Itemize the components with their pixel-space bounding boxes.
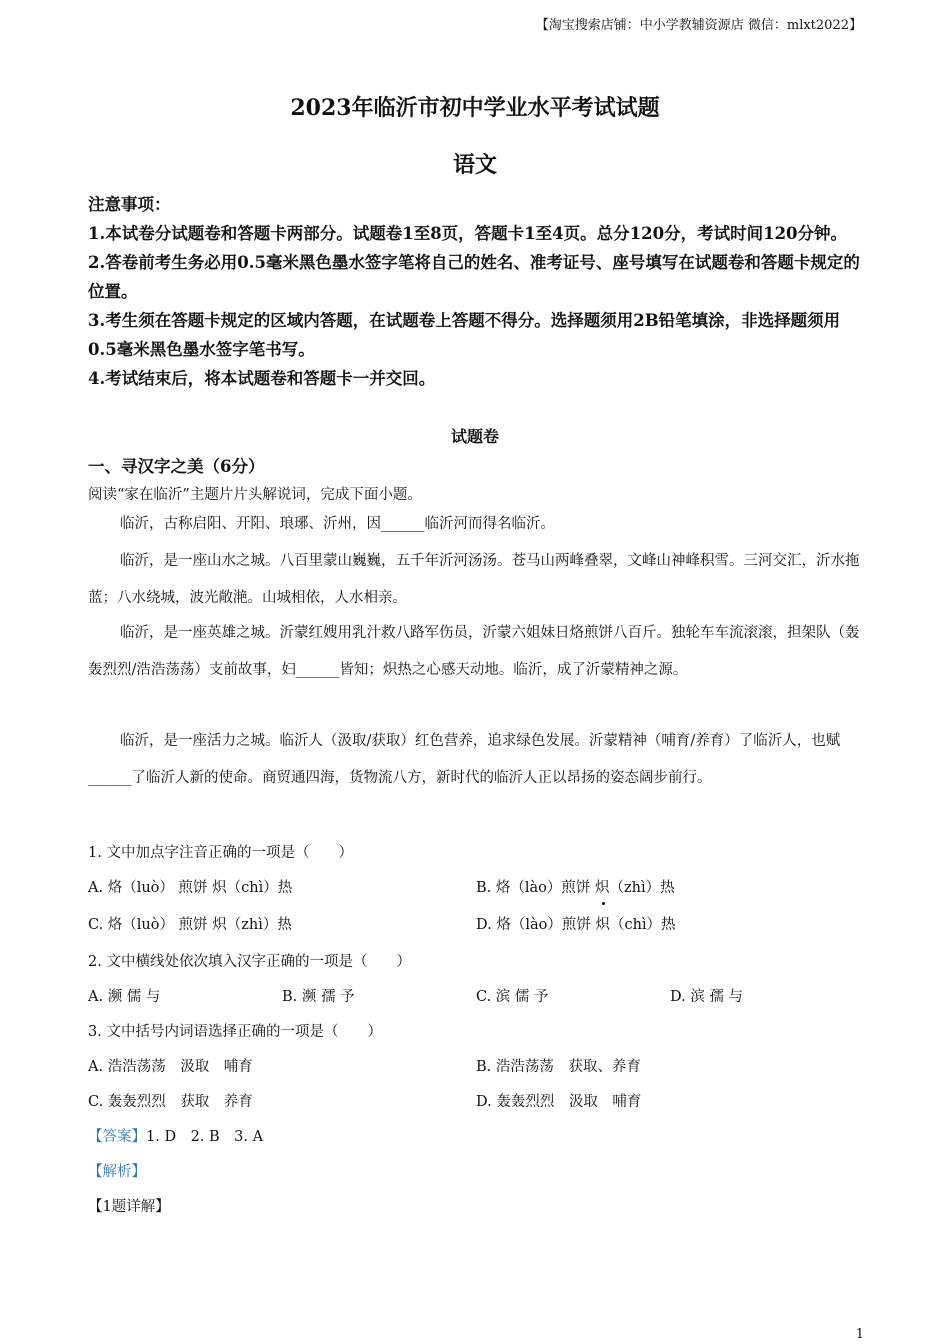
detail-label: 【1题详解】 — [88, 1199, 170, 1215]
notice-item-1: 1.本试卷分试题卷和答题卡两部分。试题卷1至8页，答题卡1至4页。总分120分，考试时间120分钟。 — [88, 224, 848, 243]
passage-paragraph-2: 临沂，是一座山水之城。八百里蒙山巍巍，五千年沂河汤汤。苍马山两峰叠翠，文峰山神峰积雪。三河交汇，沂水拖蓝；八水绕城，波光敞滟。山城相依，人水相亲。 — [88, 553, 860, 606]
question-1-option-c: C. 烙（luò） 煎饼 炽（zhì）热 — [88, 917, 292, 933]
question-3-option-b: B. 浩浩荡荡 获取、养育 — [476, 1059, 641, 1075]
analysis-label: 【解析】 — [88, 1164, 146, 1180]
question-1-option-a: A. 烙（luò） 煎饼 炽（chì）热 — [88, 880, 293, 896]
passage-paragraph-4: 临沂，是一座活力之城。临沂人（汲取/获取）红色营养，追求绿色发展。沂蒙精神（哺育/养育）了临沂人，也赋______了临沂人新的使命。商贸通四海，货物流八方，新时代的临沂人正以昂扬的姿态阔步前行。 — [88, 733, 841, 786]
section-instruction: 阅读“家在临沂”主题片片头解说词，完成下面小题。 — [88, 487, 422, 503]
question-2-option-c: C. 滨 儒 予 — [476, 989, 549, 1005]
header-note: 【淘宝搜索店铺：中小学教辅资源店 微信：mlxt2022】 — [535, 18, 862, 33]
page-number: 1 — [855, 1327, 864, 1342]
emphasis-dot — [602, 902, 605, 905]
question-3-option-d: D. 轰轰烈烈 汲取 哺育 — [476, 1094, 642, 1110]
paper-label: 试题卷 — [450, 427, 499, 446]
question-3-option-c: C. 轰轰烈烈 获取 养育 — [88, 1094, 253, 1110]
question-2-option-a: A. 濒 儒 与 — [88, 989, 161, 1005]
notice-item-2: 2.答卷前考生务必用0.5毫米黑色墨水签字笔将自己的姓名、准考证号、座号填写在试题卷和答题卡规定的位置。 — [88, 253, 860, 301]
answer-label: 【答案】 — [88, 1129, 146, 1145]
exam-title: 2023年临沂市初中学业水平考试试题 — [290, 95, 660, 121]
question-1-option-b: B. 烙（lào）煎饼 炽（zhì）热 — [476, 880, 675, 896]
subject-title: 语文 — [452, 152, 497, 178]
answer-line — [88, 1125, 263, 1146]
question-2-option-d: D. 滨 孺 与 — [670, 989, 744, 1005]
question-3-stem: 3. 文中括号内词语选择正确的一项是（ ） — [88, 1024, 382, 1040]
notice-heading: 注意事项： — [88, 195, 171, 214]
notice-item-3: 3.考生须在答题卡规定的区域内答题，在试题卷上答题不得分。选择题须用2B铅笔填涂，非选择题须用0.5毫米黑色墨水签字笔书写。 — [88, 311, 841, 359]
passage-paragraph-1: 临沂，古称启阳、开阳、琅琊、沂州，因______临沂河而得名临沂。 — [120, 516, 555, 532]
question-3-option-a: A. 浩浩荡荡 汲取 哺育 — [88, 1059, 253, 1075]
question-1-option-d: D. 烙（lào）煎饼 炽（chì）热 — [476, 917, 676, 933]
notice-item-4: 4.考试结束后，将本试题卷和答题卡一并交回。 — [88, 369, 436, 388]
question-2-stem: 2. 文中横线处依次填入汉字正确的一项是（ ） — [88, 954, 411, 970]
notice-block — [88, 190, 868, 393]
question-2-option-b: B. 濒 孺 予 — [282, 989, 355, 1005]
passage-paragraph-3: 临沂，是一座英雄之城。沂蒙红嫂用乳汁救八路军伤员，沂蒙六姐妹日烙煎饼八百斤。独轮车车流滚滚，担架队（轰轰烈烈/浩浩荡荡）支前故事，妇______皆知；炽热之心感天动地。临沂，成了沂蒙精神之源。 — [88, 625, 860, 678]
section-title: 一、寻汉字之美（6分） — [88, 457, 265, 476]
question-1-stem: 1. 文中加点字注音正确的一项是（ ） — [88, 845, 353, 861]
answer-text: 1. D 2. B 3. A — [146, 1129, 264, 1145]
